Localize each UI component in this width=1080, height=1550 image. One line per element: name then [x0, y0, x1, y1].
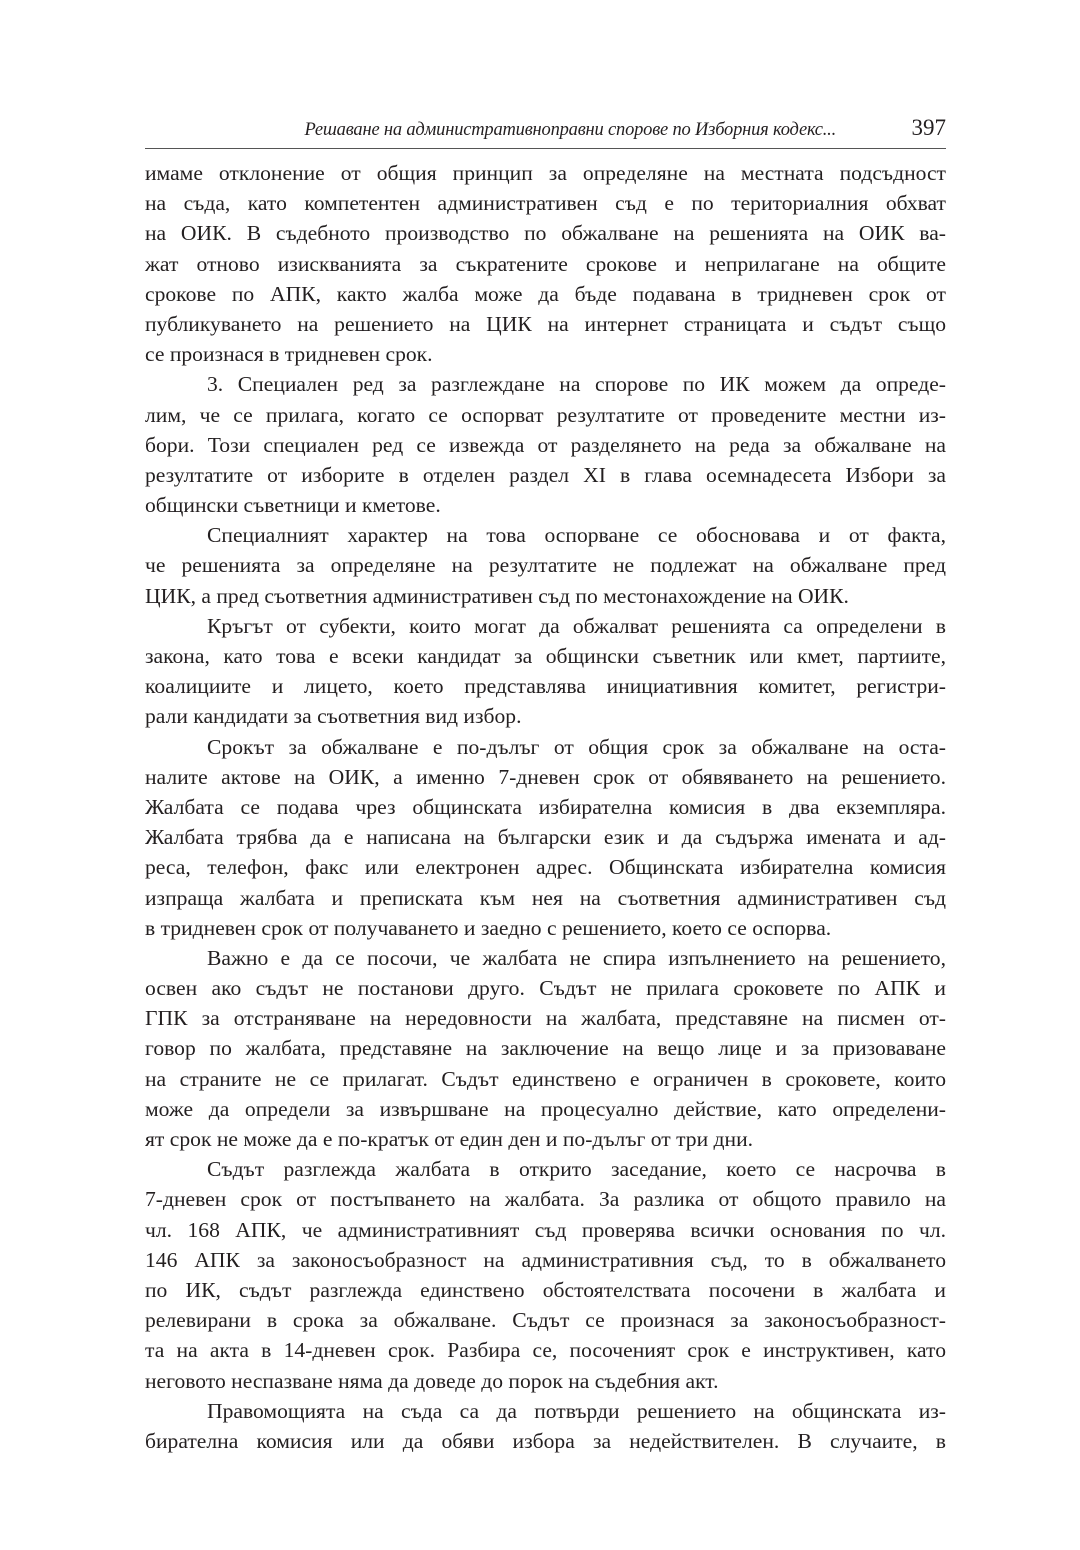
text-line-content: Кръгът от субекти, които могат да обжалват решенията са определени в — [207, 613, 946, 638]
text-line-content: налите актове на ОИК, а именно 7-дневен срок от обявяването на решението. — [145, 764, 946, 789]
paragraph — [145, 732, 946, 943]
text-line — [145, 762, 946, 792]
text-line-content: говор по жалбата, представяне на заключение на вещо лице и за призоваване — [145, 1036, 946, 1061]
text-line-content: Правомощията на съда са да потвърди решението на общинската из- — [207, 1398, 946, 1423]
text-line-content: на страните не се прилагат. Съдът единствено е ограничен в сроковете, които — [145, 1066, 946, 1091]
text-line — [145, 218, 946, 248]
text-line — [145, 943, 946, 973]
text-line — [145, 339, 946, 369]
text-line-content: Жалбата се подава чрез общинската избирателна комисия в два екземпляра. — [145, 794, 946, 819]
text-line — [145, 611, 946, 641]
text-line — [145, 1124, 946, 1154]
text-line — [145, 671, 946, 701]
text-line — [145, 1275, 946, 1305]
text-line-content: изпраща жалбата и преписката към нея на съответния административен съд — [145, 885, 946, 910]
text-line-content: може да определи за извършване на процесуално действие, като определени- — [145, 1096, 946, 1121]
text-line — [145, 1094, 946, 1124]
text-line — [145, 520, 946, 550]
text-line — [145, 369, 946, 399]
text-line-content: имаме отклонение от общия принцип за определяне на местната подсъдност — [145, 161, 946, 185]
text-line — [145, 581, 946, 611]
text-line — [145, 1033, 946, 1063]
text-line-content: коалициите и лицето, което представлява инициативния комитет, регистри- — [145, 674, 946, 699]
text-line-content: общински съветници и кметове. — [145, 493, 441, 518]
text-line — [145, 1064, 946, 1094]
text-line-content: Важно е да се посочи, че жалбата не спира изпълнението на решението, — [207, 945, 946, 970]
text-line — [145, 1184, 946, 1214]
text-line — [145, 1305, 946, 1335]
text-line — [145, 641, 946, 671]
text-line — [145, 792, 946, 822]
text-line — [145, 430, 946, 460]
text-line-content: по ИК, съдът разглежда единствено обстоятелствата посочени в жалбата и — [145, 1277, 946, 1302]
text-line-content: закона, като това е всеки кандидат за общински съветник или кмет, партиите, — [145, 644, 946, 668]
text-line — [145, 158, 946, 188]
paragraph — [145, 1154, 946, 1396]
text-line-content: Специалният характер на това оспорване се обосновава и от факта, — [207, 523, 946, 548]
text-line — [145, 1245, 946, 1275]
text-line — [145, 1366, 946, 1396]
text-line — [145, 1215, 946, 1245]
text-line — [145, 460, 946, 490]
text-line — [145, 1426, 946, 1456]
text-line — [145, 701, 946, 731]
text-line-content: та на акта в 14-дневен срок. Разбира се, посоченият срок е инструктивен, като — [145, 1338, 946, 1363]
paragraph — [145, 611, 946, 732]
text-line — [145, 249, 946, 279]
running-title: Решаване на административноправни спорове по Изборния кодекс... — [304, 120, 836, 140]
text-line — [145, 822, 946, 852]
text-line-content: 146 АПК за законосъобразност на административния съд, то в обжалването — [145, 1247, 946, 1272]
body-text — [145, 158, 946, 1456]
text-line-content: лим, че се прилага, когато се оспорват резултатите от проведените местни из- — [145, 402, 946, 427]
text-line — [145, 188, 946, 218]
text-line-content: 3. Специален ред за разглеждане на спорове по ИК можем да опреде- — [207, 372, 946, 397]
text-line-content: бори. Този специален ред се извежда от разделянето на реда за обжалване на — [145, 432, 946, 457]
text-line-content: рали кандидати за съответния вид избор. — [145, 704, 522, 729]
text-line-content: освен ако съдът не постанови друго. Съдът не прилага сроковете по АПК и — [145, 976, 946, 1001]
text-line-content: на съда, като компетентен административен съд е по териториалния обхват — [145, 191, 946, 216]
text-line — [145, 1154, 946, 1184]
text-line-content: се произнася в тридневен срок. — [145, 342, 433, 367]
text-line-content: публикуването на решението на ЦИК на интернет страницата и съдът също — [145, 311, 946, 336]
text-line-content: резултатите от изборите в отделен раздел XI в глава осемнадесета Избори за — [145, 462, 946, 487]
text-line — [145, 883, 946, 913]
page-number: 397 — [911, 115, 946, 140]
text-line-content: релевирани в срока за обжалване. Съдът се произнася за законосъобразност- — [145, 1308, 946, 1333]
text-line — [145, 1335, 946, 1365]
text-line-content: чл. 168 АПК, че административният съд проверява всички основания по чл. — [145, 1217, 946, 1242]
text-line — [145, 732, 946, 762]
text-line-content: срокове по АПК, както жалба може да бъде подавана в тридневен срок от — [145, 281, 946, 306]
text-line-content: Срокът за обжалване е по-дълъг от общия срок за обжалване на оста- — [207, 734, 946, 759]
text-line-content: Жалбата трябва да е написана на български език и да съдържа имената и ад- — [145, 825, 946, 850]
text-line-content: ГПК за отстраняване на нередовности на жалбата, представяне на писмен от- — [145, 1006, 946, 1031]
text-line-content: Съдът разглежда жалбата в открито заседание, което се насрочва в — [207, 1157, 946, 1182]
text-line-content: жат отново изискванията за съкратените срокове и неприлагане на общите — [145, 251, 946, 276]
text-line-content: на ОИК. В съдебното производство по обжалване на решенията на ОИК ва- — [145, 221, 946, 246]
text-line-content: 7-дневен срок от постъпването на жалбата. За разлика от общото правило на — [145, 1187, 946, 1212]
paragraph — [145, 520, 946, 611]
text-line — [145, 490, 946, 520]
text-line — [145, 1003, 946, 1033]
text-line-content: ят срок не може да е по-кратък от един ден и по-дълъг от три дни. — [145, 1127, 754, 1151]
paragraph — [145, 158, 946, 369]
running-header — [145, 116, 946, 149]
paragraph — [145, 943, 946, 1154]
text-line — [145, 913, 946, 943]
text-line-content: ЦИК, а пред съответния административен съд по местонахождение на ОИК. — [145, 583, 849, 608]
text-line — [145, 550, 946, 580]
text-line — [145, 852, 946, 882]
paragraph — [145, 369, 946, 520]
text-line — [145, 400, 946, 430]
text-line-content: бирателна комисия или да обяви избора за недействителен. В случаите, в — [145, 1428, 946, 1453]
text-line — [145, 309, 946, 339]
text-line-content: че решенията за определяне на резултатите не подлежат на обжалване пред — [145, 553, 946, 578]
text-line — [145, 973, 946, 1003]
text-line — [145, 279, 946, 309]
text-line-content: реса, телефон, факс или електронен адрес. Общинската избирателна комисия — [145, 855, 946, 880]
paragraph — [145, 1396, 946, 1456]
text-line-content: неговото неспазване няма да доведе до порок на съдебния акт. — [145, 1368, 719, 1393]
text-line-content: в тридневен срок от получаването и заедно с решението, което се оспорва. — [145, 915, 832, 940]
text-line — [145, 1396, 946, 1426]
